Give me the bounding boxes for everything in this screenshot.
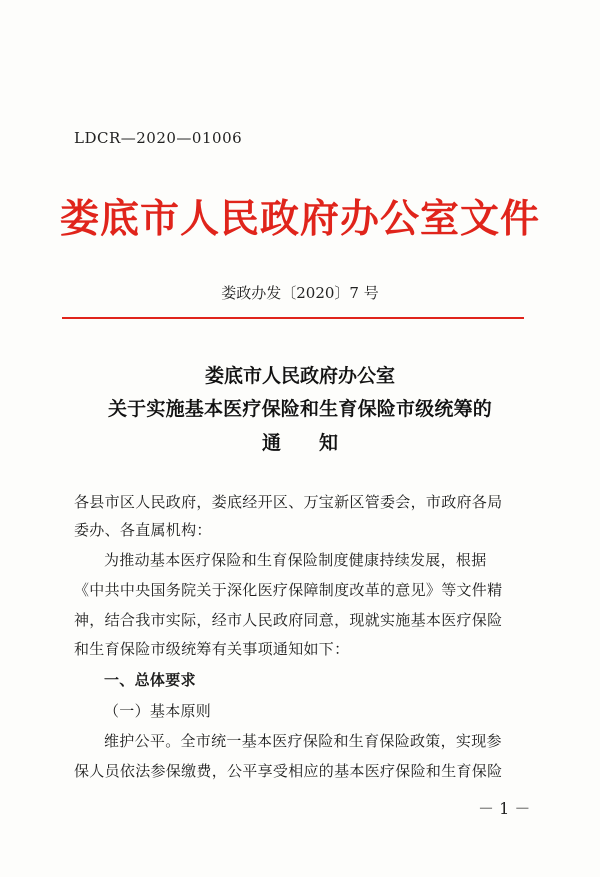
notice-title-char-2: 知: [319, 432, 339, 454]
addressee-line-2: 委办、各直属机构：: [74, 521, 212, 539]
notice-title-line-2: 关于实施基本医疗保险和生育保险市级统筹的: [107, 398, 492, 420]
paragraph-1-line-4: 和生育保险市级统筹有关事项通知如下：: [74, 640, 350, 658]
paragraph-1-line-3: 神，结合我市实际，经市人民政府同意，现就实施基本医疗保险: [74, 611, 503, 629]
red-divider-line: [62, 317, 524, 319]
document-code: LDCR—2020—01006: [74, 129, 243, 147]
paragraph-1-line-1: 为推动基本医疗保险和生育保险制度健康持续发展，根据: [104, 551, 487, 569]
notice-title-char-1: 通: [261, 432, 281, 454]
section-heading-1: 一、总体要求: [104, 671, 196, 689]
addressee-line-1: 各县市区人民政府，娄底经开区、万宝新区管委会，市政府各局: [74, 493, 503, 511]
page-number: － 1 －: [478, 799, 531, 818]
subsection-heading-1: （一）基本原则: [104, 702, 212, 720]
paragraph-2-line-2: 保人员依法参保缴费，公平享受相应的基本医疗保险和生育保险: [74, 762, 503, 780]
notice-title-line-3: [0, 428, 600, 455]
paragraph-2-line-1: 维护公平。全市统一基本医疗保险和生育保险政策，实现参: [104, 732, 502, 750]
notice-title-line-1: 娄底市人民政府办公室: [204, 365, 395, 387]
document-number: 娄政办发〔2020〕7 号: [221, 284, 379, 302]
paragraph-1-line-2: 《中共中央国务院关于深化医疗保障制度改革的意见》等文件精: [74, 581, 503, 599]
issuer-title: 娄底市人民政府办公室文件: [59, 197, 540, 242]
